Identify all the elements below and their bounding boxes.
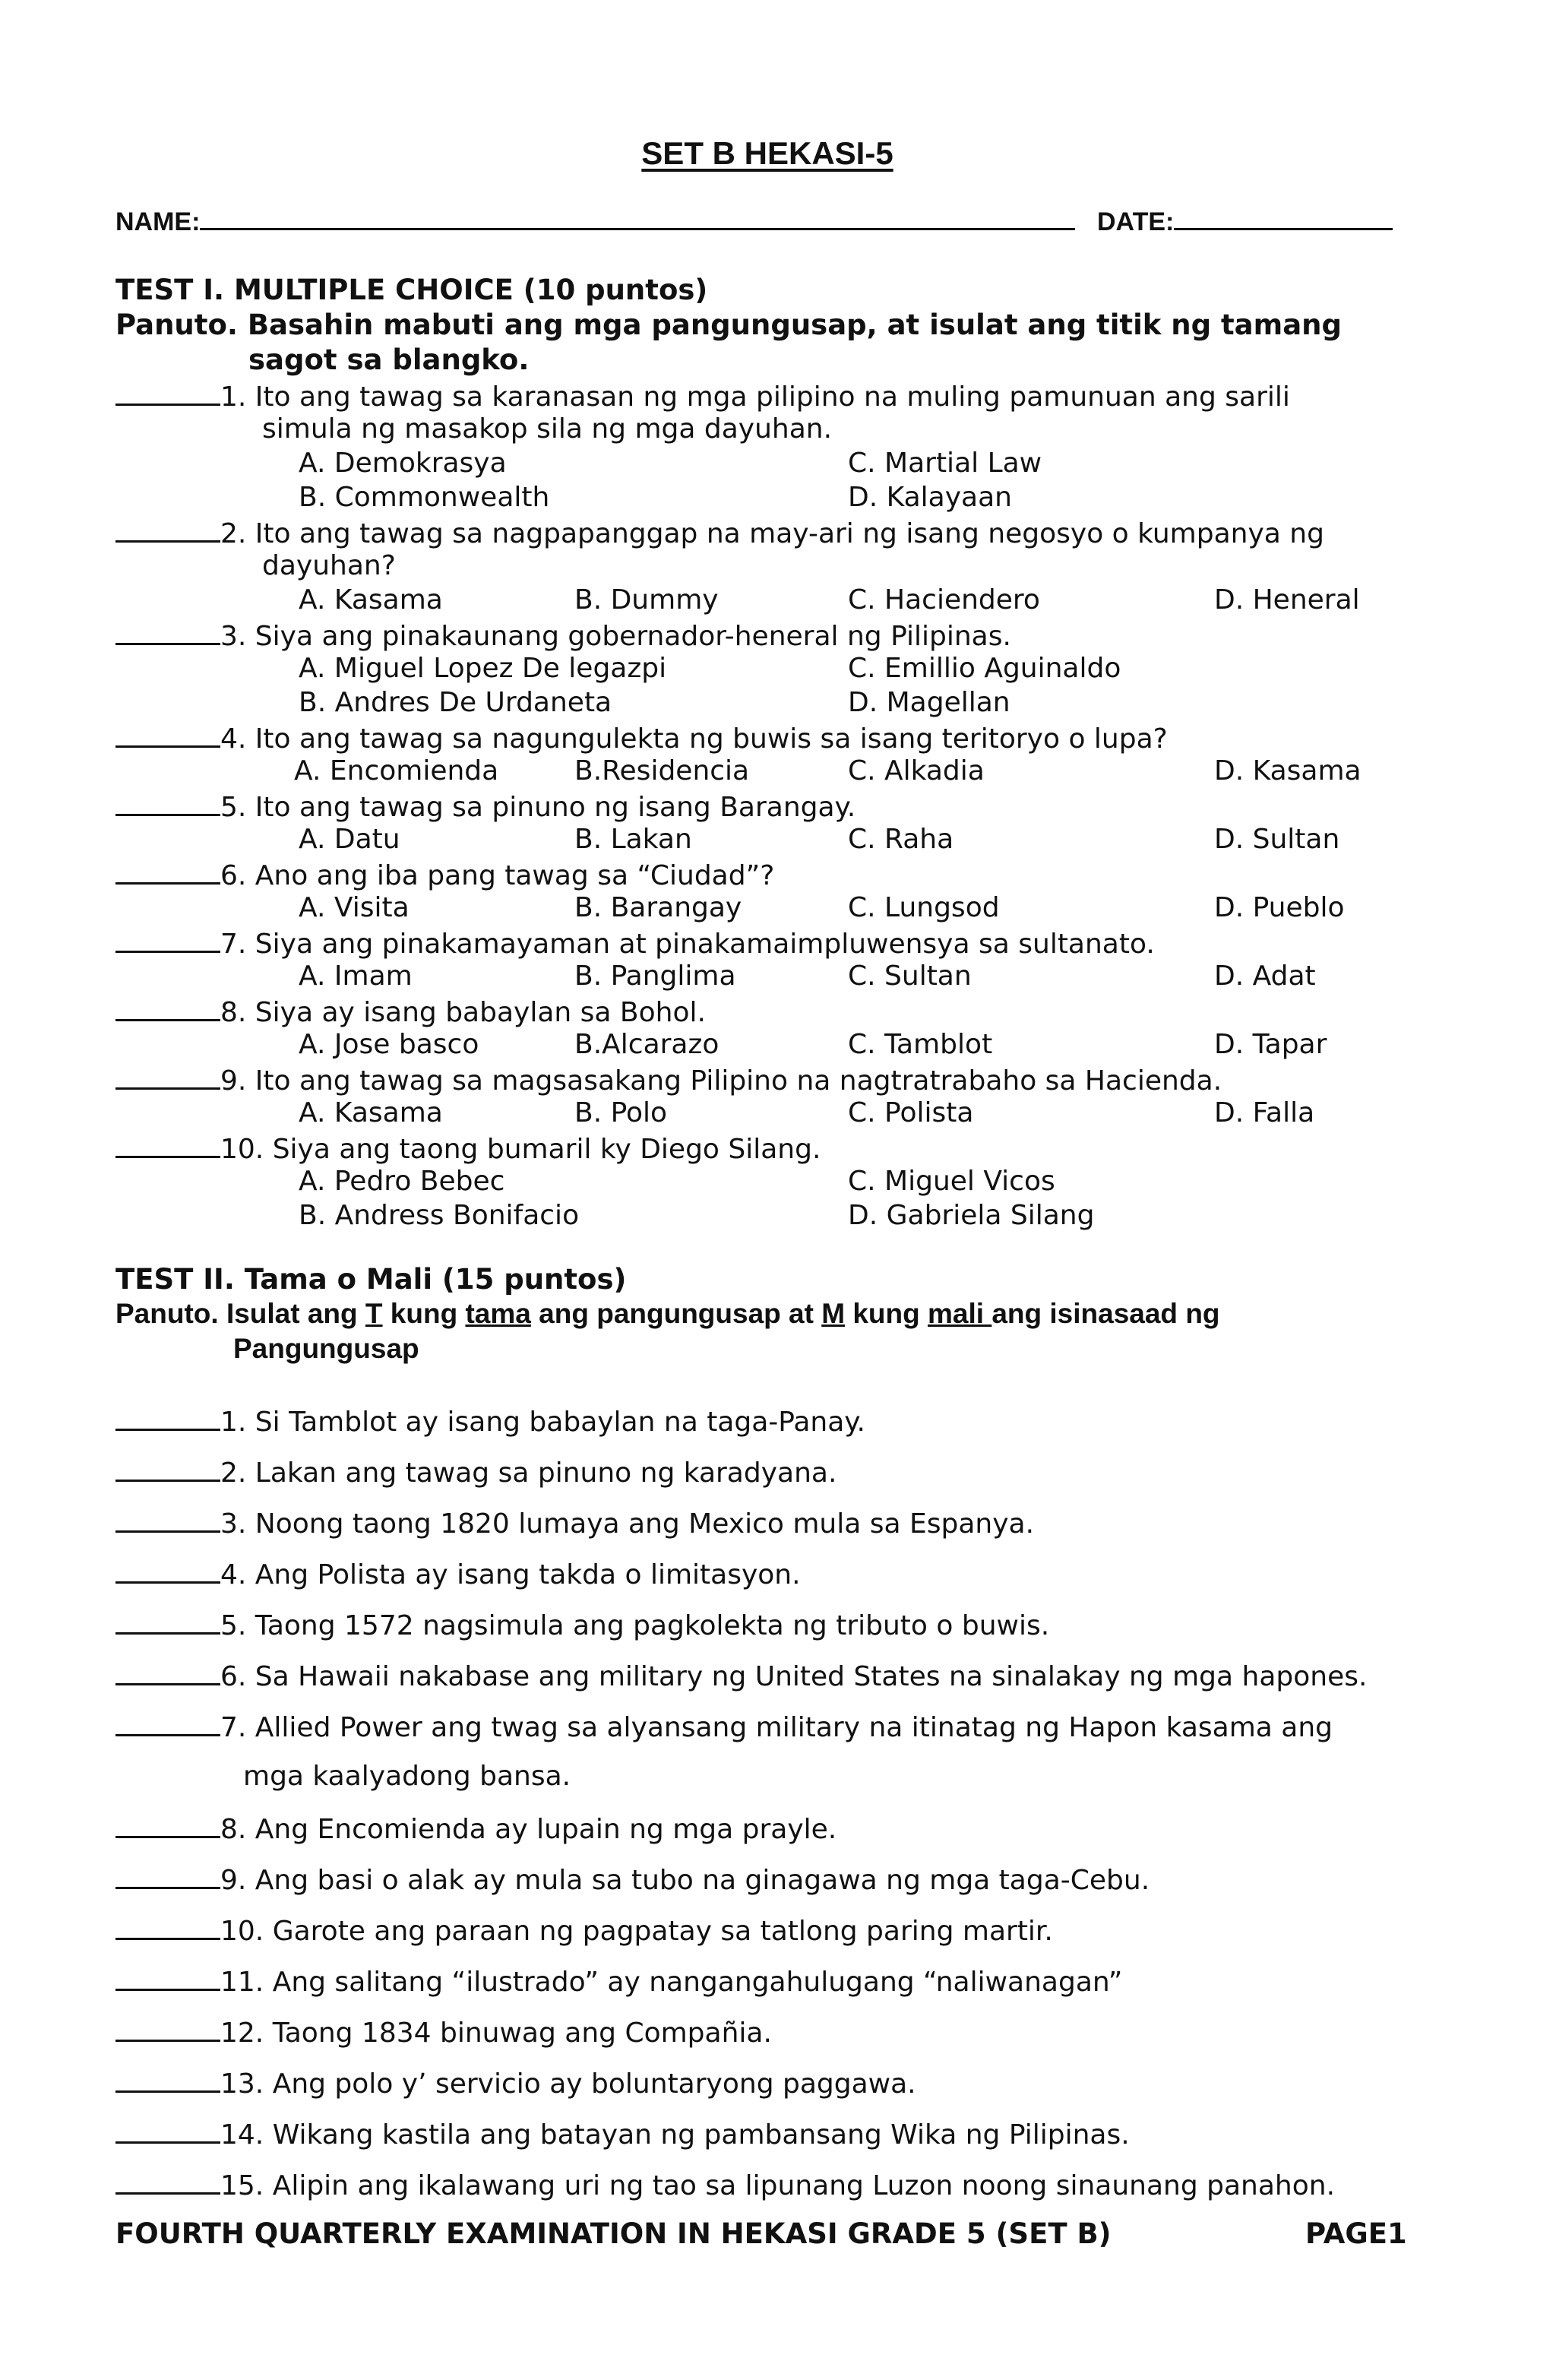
option-c: C. Miguel Vicos [848,1166,1055,1197]
answer-blank[interactable] [115,2166,220,2195]
answer-blank[interactable] [115,1606,220,1635]
tf-item-8 [115,1810,837,1847]
tf-item-14 [115,2116,1130,2152]
option-b: B. Dummy [574,584,719,616]
option-c: C. Sultan [848,961,972,992]
answer-blank[interactable] [115,1454,220,1482]
answer-blank[interactable] [115,1963,220,1991]
tf-item-7 [115,1708,1333,1745]
statement: 13. Ang polo y’ servicio ay boluntaryong paggawa. [220,2068,916,2100]
option-b: B. Commonwealth [299,482,550,513]
answer-blank[interactable] [115,2014,220,2042]
question-2 [115,514,1437,551]
option-d: D. Adat [1214,961,1316,992]
answer-blank[interactable] [115,1657,220,1685]
instr-part: kung [845,1298,928,1329]
option-b: B. Polo [574,1097,668,1128]
option-d: D. Tapar [1214,1029,1327,1060]
option-c: C. Haciendero [848,584,1040,616]
test2-instruction [115,1296,1422,1366]
tf-item-2 [115,1454,837,1490]
tf-item-9 [115,1861,1150,1897]
option-c: C. Raha [848,824,954,855]
answer-blank[interactable] [115,617,220,645]
question-2-continued: dayuhan? [262,550,396,581]
option-a: A. Imam [299,961,413,992]
option-c: C. Lungsod [848,892,1000,923]
question-1 [115,378,1437,414]
option-a: A. Kasama [299,1097,443,1128]
question-8 [115,993,1437,1030]
date-blank[interactable] [1174,207,1393,230]
answer-blank[interactable] [115,1062,220,1090]
name-label: NAME: [115,207,201,236]
test1-heading: TEST I. MULTIPLE CHOICE (10 puntos) [115,274,708,306]
question-text: 10. Siya ang taong bumaril ky Diego Silang. [220,1134,821,1165]
option-c: C. Polista [848,1097,974,1128]
tf-item-13 [115,2065,916,2101]
question-text: 1. Ito ang tawag sa karanasan ng mga pilipino na muling pamunuan ang sarili [220,381,1290,413]
option-c: C. Tamblot [848,1029,993,1060]
name-date-row [115,207,1399,237]
option-c: C. Emillio Aguinaldo [848,653,1121,684]
answer-blank[interactable] [115,1505,220,1533]
answer-blank[interactable] [115,1130,220,1158]
question-7 [115,925,1437,961]
footer-exam-title: FOURTH QUARTERLY EXAMINATION IN HEKASI GRADE 5 (SET B) [115,2217,1112,2250]
instr-part: ang isinasaad ng [991,1298,1220,1329]
instr-part: kung [382,1298,466,1329]
option-a: A. Visita [299,892,410,923]
statement: 7. Allied Power ang twag sa alyansang military na itinatag ng Hapon kasama ang [220,1712,1333,1743]
answer-blank[interactable] [115,1810,220,1838]
name-blank[interactable] [200,207,1075,230]
question-text: 2. Ito ang tawag sa nagpapanggap na may-ari ng isang negosyo o kumpanya ng [220,518,1324,549]
test1-instruction [115,308,1422,378]
tf-item-11 [115,1963,1122,1999]
question-text: 9. Ito ang tawag sa magsasakang Pilipino na nagtratrabaho sa Hacienda. [220,1065,1222,1097]
option-d: D. Kalayaan [848,482,1012,513]
instr-m: M [821,1298,846,1329]
tf-item-10 [115,1912,1053,1948]
statement: 11. Ang salitang “ilustrado” ay nangangahulugang “naliwanagan” [220,1967,1123,1998]
option-b: B. Andress Bonifacio [299,1200,580,1231]
question-text: 7. Siya ang pinakamayaman at pinakamaimpluwensya sa sultanato. [220,929,1155,960]
tf-item-5 [115,1606,1049,1643]
instr-part: ang pangungusap at [530,1298,822,1329]
answer-blank[interactable] [115,378,220,406]
option-d: D. Sultan [1214,824,1340,855]
option-b: B. Panglima [574,961,736,992]
statement: 12. Taong 1834 binuwag ang Compañia. [220,2018,772,2049]
answer-blank[interactable] [115,514,220,543]
question-text: 6. Ano ang iba pang tawag sa “Ciudad”? [220,860,775,891]
answer-blank[interactable] [115,1556,220,1584]
page-title: SET B HEKASI-5 [641,135,893,171]
option-a: A. Encomienda [294,755,499,786]
option-d: D. Heneral [1214,584,1360,616]
instr-mali: mali [928,1298,992,1329]
tf-item-15 [115,2166,1335,2203]
test1-instruction-line2: sagot sa blangko. [248,343,530,376]
statement: 6. Sa Hawaii nakabase ang military ng United States na sinalakay ng mga hapones. [220,1661,1368,1692]
tf-item-1 [115,1403,865,1439]
answer-blank[interactable] [115,925,220,953]
test2-instruction-line2: Pangungusap [233,1333,419,1364]
option-b: B.Alcarazo [574,1029,719,1060]
footer-page-number: PAGE1 [1305,2217,1407,2250]
option-d: D. Magellan [848,687,1010,718]
option-d: D. Pueblo [1214,892,1345,923]
question-text: 8. Siya ay isang babaylan sa Bohol. [220,997,706,1028]
option-c: C. Martial Law [848,448,1042,479]
option-d: D. Falla [1214,1097,1315,1128]
answer-blank[interactable] [115,1912,220,1940]
answer-blank[interactable] [115,993,220,1021]
question-text: 5. Ito ang tawag sa pinuno ng isang Barangay. [220,792,856,823]
question-text: 3. Siya ang pinakaunang gobernador-heneral ng Pilipinas. [220,621,1011,652]
tf-item-4 [115,1556,801,1592]
answer-blank[interactable] [115,2065,220,2093]
date-label: DATE: [1097,207,1175,236]
question-5 [115,788,1437,824]
statement: 10. Garote ang paraan ng pagpatay sa tatlong paring martir. [220,1916,1053,1947]
question-6 [115,856,1437,893]
answer-blank[interactable] [115,720,220,748]
answer-blank[interactable] [115,856,220,885]
question-3 [115,617,1437,654]
tf-item-7-continued: mga kaalyadong bansa. [243,1761,571,1792]
option-c: C. Alkadia [848,755,985,786]
statement: 5. Taong 1572 nagsimula ang pagkolekta ng tributo o buwis. [220,1610,1050,1641]
question-text: 4. Ito ang tawag sa nagungulekta ng buwis sa isang teritoryo o lupa? [220,723,1168,755]
statement: 1. Si Tamblot ay isang babaylan na taga-Panay. [220,1407,865,1438]
answer-blank[interactable] [115,1708,220,1736]
statement: 9. Ang basi o alak ay mula sa tubo na ginagawa ng mga taga-Cebu. [220,1865,1150,1896]
question-4 [115,720,1437,756]
instr-t: T [365,1298,383,1329]
option-a: A. Jose basco [299,1029,479,1060]
tf-item-12 [115,2014,772,2050]
tf-item-6 [115,1657,1367,1694]
tf-item-3 [115,1505,1034,1541]
statement: 3. Noong taong 1820 lumaya ang Mexico mula sa Espanya. [220,1508,1035,1540]
option-a: A. Pedro Bebec [299,1166,505,1197]
option-b: B. Andres De Urdaneta [299,687,612,718]
statement: 2. Lakan ang tawag sa pinuno ng karadyana. [220,1457,837,1489]
instr-tama: tama [465,1298,531,1329]
question-1-continued: simula ng masakop sila ng mga dayuhan. [262,413,833,445]
option-a: A. Kasama [299,584,443,616]
test2-heading: TEST II. Tama o Mali (15 puntos) [115,1263,627,1296]
option-b: B. Lakan [574,824,692,855]
statement: 15. Alipin ang ikalawang uri ng tao sa lipunang Luzon noong sinaunang panahon. [220,2170,1336,2201]
option-b: B.Residencia [574,755,750,786]
answer-blank[interactable] [115,1403,220,1431]
option-a: A. Datu [299,824,400,855]
question-9 [115,1062,1437,1098]
question-10 [115,1130,1437,1166]
option-a: A. Demokrasya [299,448,507,479]
answer-blank[interactable] [115,2116,220,2144]
answer-blank[interactable] [115,1861,220,1889]
option-b: B. Barangay [574,892,742,923]
option-d: D. Kasama [1214,755,1362,786]
date-group [1097,207,1393,237]
answer-blank[interactable] [115,788,220,816]
statement: 4. Ang Polista ay isang takda o limitasyon. [220,1559,801,1590]
option-d: D. Gabriela Silang [848,1200,1095,1231]
statement: 14. Wikang kastila ang batayan ng pambansang Wika ng Pilipinas. [220,2119,1130,2151]
test1-instruction-line1: Panuto. Basahin mabuti ang mga pangungusap, at isulat ang titik ng tamang [115,309,1342,341]
statement: 8. Ang Encomienda ay lupain ng mga prayle. [220,1814,837,1845]
option-a: A. Miguel Lopez De legazpi [299,653,667,684]
instr-part: Panuto. Isulat ang [115,1298,365,1329]
